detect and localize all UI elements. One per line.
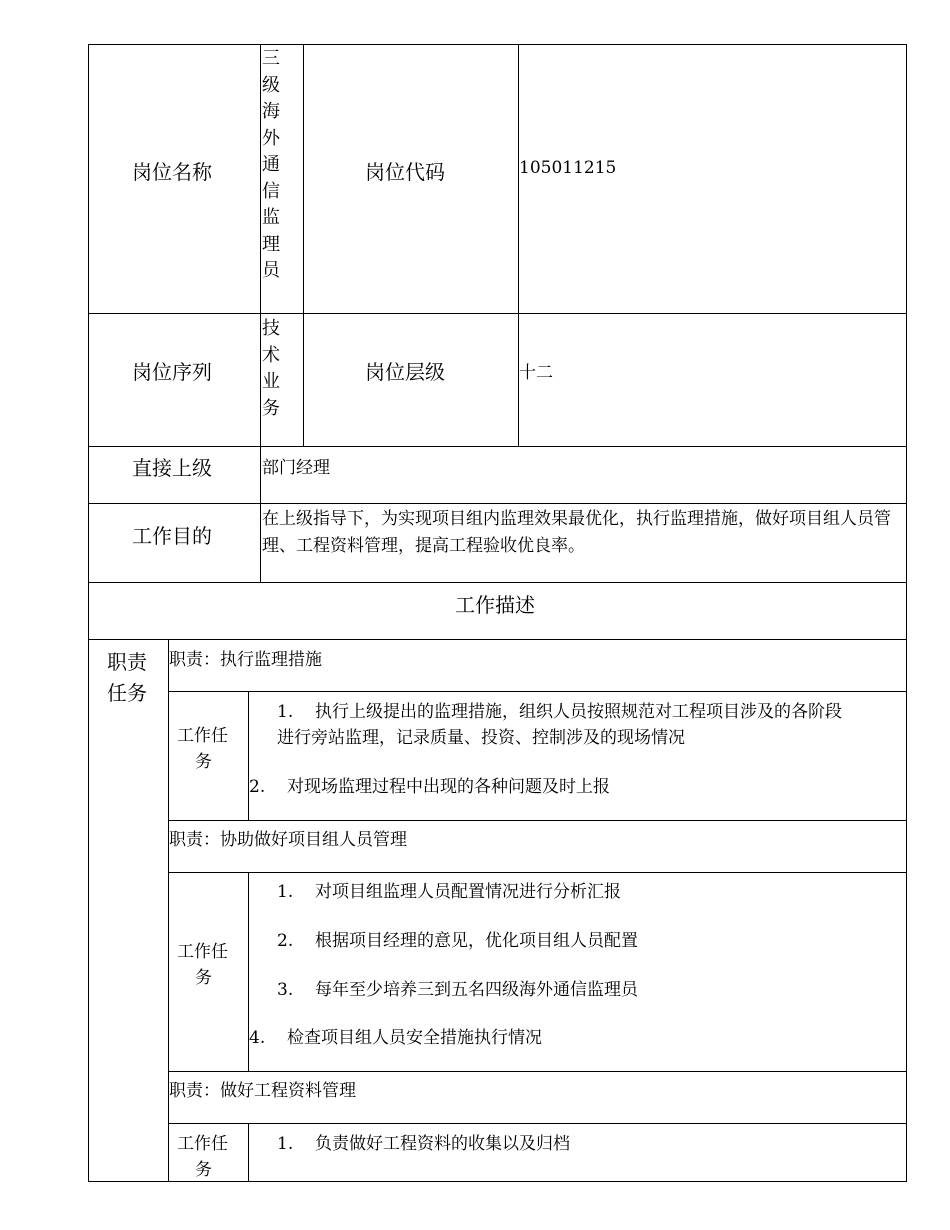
duty-title: 职责：协助做好项目组人员管理 [169, 830, 407, 850]
task-number: 1. [277, 702, 294, 722]
divider [168, 820, 907, 821]
name-char: 监 [262, 207, 280, 228]
divider [168, 691, 907, 692]
task-label: 工作任 [177, 942, 228, 962]
label-direct-superior: 直接上级 [132, 456, 212, 480]
position-level-value: 十二 [519, 363, 553, 383]
section-title: 工作描述 [455, 593, 535, 617]
task-label: 工作任 [177, 1134, 228, 1154]
name-char: 海 [262, 101, 280, 122]
task-number: 1. [277, 882, 294, 902]
sequence-char: 术 [262, 344, 280, 366]
task-number: 3. [277, 980, 294, 1000]
name-char: 信 [262, 180, 280, 202]
task-item [249, 772, 610, 797]
task-item [277, 877, 621, 902]
task-number: 4. [249, 1028, 266, 1048]
task-label: 务 [195, 1160, 212, 1180]
task-text: 对现场监理过程中出现的各种问题及时上报 [287, 777, 610, 797]
task-item [277, 975, 638, 1000]
work-purpose-value: 在上级指导下，为实现项目组内监理效果最优化，执行监理措施，做好项目组人员管理、工程资料管理，提高工程验收优良率。 [262, 509, 891, 556]
task-text: 检查项目组人员安全措施执行情况 [287, 1028, 542, 1048]
task-number: 1. [277, 1134, 294, 1154]
sequence-char: 业 [262, 371, 280, 392]
name-char: 理 [262, 233, 280, 255]
divider [88, 639, 907, 640]
duty-title: 职责：执行监理措施 [169, 650, 322, 670]
task-text: 根据项目经理的意见，优化项目组人员配置 [315, 931, 638, 951]
task-text: 负责做好工程资料的收集以及归档 [315, 1134, 570, 1154]
task-item-continued: 进行旁站监理，记录质量、投资、控制涉及的现场情况 [277, 728, 685, 748]
task-label: 务 [195, 752, 212, 772]
position-name-value [262, 46, 282, 285]
task-label: 务 [195, 968, 212, 988]
divider [88, 582, 907, 583]
name-char: 通 [262, 154, 280, 175]
task-label: 工作任 [177, 726, 228, 746]
task-item [277, 1129, 570, 1154]
task-number: 2. [249, 777, 266, 797]
name-char: 员 [262, 260, 280, 281]
divider [168, 872, 907, 873]
task-item [249, 1023, 542, 1048]
duty-title: 职责：做好工程资料管理 [169, 1081, 356, 1101]
task-text: 执行上级提出的监理措施，组织人员按照规范对工程项目涉及的各阶段 [315, 702, 842, 722]
task-item [277, 697, 842, 722]
task-text: 对项目组监理人员配置情况进行分析汇报 [315, 882, 621, 902]
position-code-value: 105011215 [519, 158, 617, 178]
name-char: 级 [262, 74, 280, 96]
divider [303, 44, 304, 446]
name-char: 三 [262, 48, 280, 69]
divider [518, 44, 519, 446]
task-number: 2. [277, 931, 294, 951]
sequence-char: 务 [262, 397, 280, 419]
divider [260, 44, 261, 582]
position-sequence-value [262, 316, 282, 422]
label-position-level: 岗位层级 [365, 360, 445, 384]
divider [88, 313, 907, 314]
task-item [277, 926, 638, 951]
name-char: 外 [262, 127, 280, 149]
label-work-purpose: 工作目的 [132, 524, 212, 548]
direct-superior-value: 部门经理 [262, 458, 330, 478]
label-position-code: 岗位代码 [365, 160, 445, 184]
label-task: 任务 [107, 681, 147, 705]
divider [88, 503, 907, 504]
task-text: 每年至少培养三到五名四级海外通信监理员 [315, 980, 638, 1000]
label-duty: 职责 [107, 650, 147, 674]
label-position-sequence: 岗位序列 [132, 360, 212, 384]
divider [248, 691, 249, 820]
divider [168, 1123, 907, 1124]
divider [168, 1071, 907, 1072]
divider [88, 446, 907, 447]
label-position-name: 岗位名称 [132, 160, 212, 184]
divider [248, 1123, 249, 1182]
sequence-char: 技 [262, 318, 280, 339]
